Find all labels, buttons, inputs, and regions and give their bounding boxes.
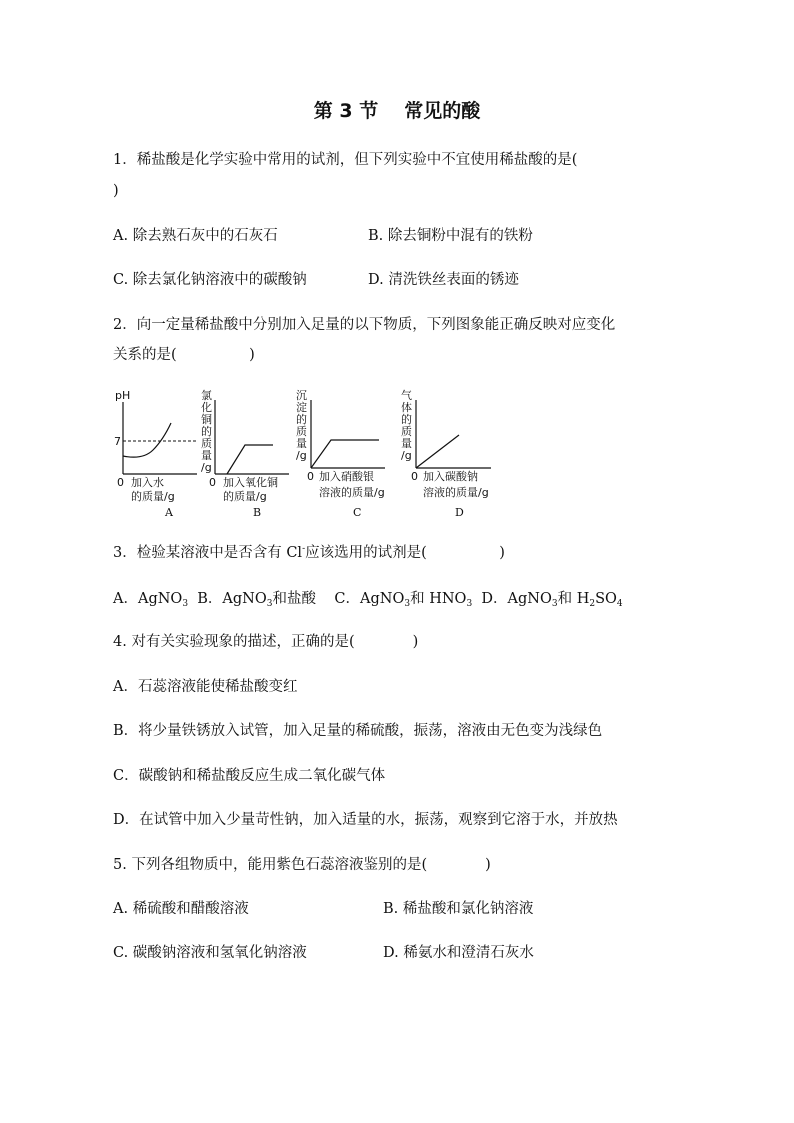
- graph-b-xlabel-2: 的质量/g: [223, 490, 267, 503]
- question-1-options-row1: [113, 226, 533, 246]
- graph-b-origin: 0: [209, 476, 216, 489]
- graph-c-curve: [311, 440, 379, 468]
- graph-c-ylabel-2: 淀: [296, 401, 307, 414]
- question-3-option-b: B．AgNO$_3$和盐酸: [197, 591, 316, 609]
- question-4-option-b: B．将少量铁锈放入试管，加入足量的稀硫酸，振荡，溶液由无色变为浅绿色: [113, 723, 603, 739]
- graph-d: [401, 388, 491, 518]
- question-2-graphs: [113, 388, 513, 518]
- graph-b-letter: B: [253, 506, 262, 518]
- question-5-option-a: A. 稀硫酸和醋酸溶液: [113, 901, 249, 917]
- graph-b-ylabel-5: 质: [201, 437, 212, 450]
- graph-d-xlabel-1: 加入碳酸钠: [423, 470, 478, 483]
- question-4-stem: 4. 对有关实验现象的描述，正确的是( ): [113, 634, 419, 650]
- graph-d-origin: 0: [411, 470, 418, 483]
- question-1-options-row2: [113, 270, 519, 290]
- question-1-stem: 1．稀盐酸是化学实验中常用的试剂，但下列实验中不宜使用稀盐酸的是(: [113, 152, 578, 168]
- graph-b-ylabel-7: /g: [201, 461, 212, 474]
- graph-d-letter: D: [455, 506, 464, 518]
- graph-b-ylabel-6: 量: [201, 449, 212, 462]
- graph-c-origin: 0: [307, 470, 314, 483]
- question-2-stem: 2．向一定量稀盐酸中分别加入足量的以下物质，下列图象能正确反映对应变化: [113, 317, 616, 333]
- question-5-option-d: D. 稀氨水和澄清石灰水: [383, 945, 534, 961]
- graph-d-ylabel-6: /g: [401, 449, 412, 462]
- graph-a-letter: A: [165, 506, 173, 518]
- question-4-option-c: C．碳酸钠和稀盐酸反应生成二氧化碳气体: [113, 768, 386, 784]
- question-3-option-c: C．AgNO$_3$和 $HNO_3$: [334, 591, 473, 609]
- question-1-option-a: A. 除去熟石灰中的石灰石: [113, 228, 278, 244]
- section-number: 第 3 节: [313, 100, 379, 122]
- graph-c-letter: C: [353, 506, 362, 518]
- graph-c-ylabel-4: 质: [296, 425, 307, 438]
- graph-d-curve: [416, 435, 459, 468]
- graph-c-ylabel-1: 沉: [296, 389, 307, 402]
- question-5-options-row1: [113, 899, 534, 919]
- graph-c-ylabel-5: 量: [296, 437, 307, 450]
- question-5-options-row2: [113, 943, 534, 963]
- graph-b-ylabel-3: 铜: [201, 413, 212, 426]
- question-3-option-a: A．AgNO$_3$: [113, 591, 189, 609]
- question-1-close: ): [113, 183, 119, 199]
- graph-b: [201, 388, 289, 518]
- graph-a: [114, 389, 197, 518]
- graph-b-curve: [227, 445, 273, 474]
- graph-b-ylabel-1: 氯: [201, 389, 212, 402]
- question-4-option-d: D．在试管中加入少量苛性钠，加入适量的水，振荡，观察到它溶于水，并放热: [113, 812, 618, 828]
- graph-c-xlabel-2: 溶液的质量/g: [319, 486, 385, 499]
- question-2-stem-cont: 关系的是( ): [113, 347, 255, 363]
- graph-b-xlabel-1: 加入氧化铜: [223, 476, 278, 489]
- graph-d-ylabel-3: 的: [401, 413, 412, 426]
- question-5-option-b: B. 稀盐酸和氯化钠溶液: [383, 901, 534, 917]
- question-5-option-c: C. 碳酸钠溶液和氢氧化钠溶液: [113, 945, 307, 961]
- question-3-stem: 3．检验某溶液中是否含有 Cl-应该选用的试剂是( ): [113, 544, 505, 561]
- question-4-option-a: A．石蕊溶液能使稀盐酸变红: [113, 679, 298, 695]
- graph-a-xlabel-2: 的质量/g: [131, 490, 175, 503]
- graph-figure: [113, 388, 513, 518]
- graph-d-ylabel-2: 体: [401, 401, 412, 414]
- graph-c: [296, 389, 385, 518]
- graph-b-ylabel-2: 化: [201, 401, 212, 414]
- graph-d-xlabel-2: 溶液的质量/g: [423, 486, 489, 499]
- graph-d-ylabel-1: 气: [401, 389, 412, 402]
- question-5-stem: 5. 下列各组物质中，能用紫色石蕊溶液鉴别的是( ): [113, 857, 491, 873]
- question-1-option-b: B. 除去铜粉中混有的铁粉: [368, 228, 533, 244]
- question-1-option-d: D. 清洗铁丝表面的锈迹: [368, 272, 519, 288]
- graph-d-ylabel-5: 量: [401, 437, 412, 450]
- graph-a-xlabel-1: 加入水: [131, 476, 164, 489]
- graph-c-ylabel-3: 的: [296, 413, 307, 426]
- graph-d-ylabel-4: 质: [401, 425, 412, 438]
- graph-b-ylabel-4: 的: [201, 425, 212, 438]
- graph-c-ylabel-6: /g: [296, 449, 307, 462]
- graph-a-tick-7: 7: [114, 435, 121, 448]
- question-1-option-c: C. 除去氯化钠溶液中的碳酸钠: [113, 272, 307, 288]
- graph-a-ylabel: pH: [115, 389, 131, 402]
- graph-a-curve: [123, 423, 171, 457]
- graph-c-xlabel-1: 加入硝酸银: [319, 470, 374, 483]
- page-title: [0, 96, 794, 123]
- question-3-option-d: D．AgNO$_3$和 $H_2SO_4$: [481, 591, 623, 609]
- graph-a-origin: 0: [117, 476, 124, 489]
- question-3-options: [113, 589, 623, 609]
- section-title: 常见的酸: [404, 100, 481, 122]
